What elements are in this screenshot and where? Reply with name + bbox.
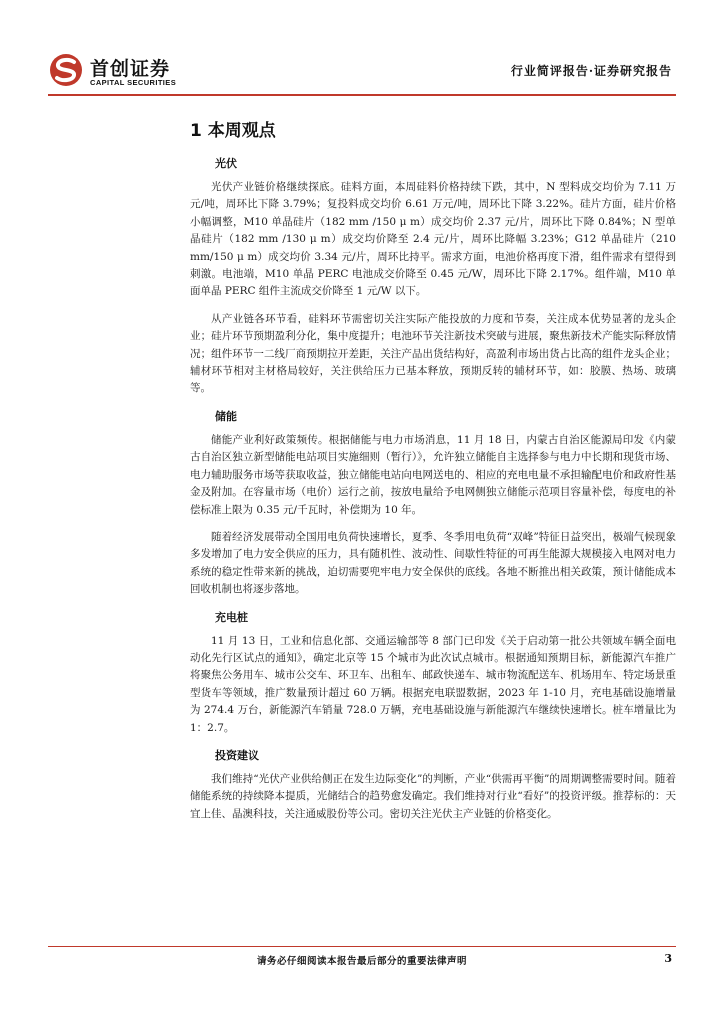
report-type-label: 行业简评报告·证券研究报告: [510, 64, 672, 78]
legal-disclaimer: 请务必仔细阅读本报告最后部分的重要法律声明: [256, 956, 467, 967]
storage-heading: 储能: [215, 409, 237, 423]
page-number: 3: [664, 952, 672, 965]
pv-paragraph-1: 光伏产业链价格继续探底。硅料方面，本周硅料价格持续下跌，其中，N 型料成交均价为 7.11 万元/吨，周环比下降 3.79%；复投料成交均价 6.61 万元/吨，周环比下降 3.22%。硅片方面，硅片价格小幅调整，M10 单晶硅片（182 mm /150 μ m）成交均价 2.37 元/片，周环比下降 0.84%；N 型单晶硅片（182 mm /130 μ m）成交均价降至 2.4 元/片，周环比降幅 3.23%；G12 单晶硅片（210 mm/150 μ m）成交均价 3.34 元/片，周环比持平。需求方面，电池价格再度下滑，组件需求有望得到刺激。电池端，M10 单晶 PERC 电池成交价降至 0.45 元/W，周环比下降 2.17%。组件端，M10 单面单晶 PERC 组件主流成交价降至 1 元/W 以下。: [190, 181, 676, 298]
company-name-cn: 首创证券: [90, 59, 171, 80]
advice-paragraph-1: 我们维持“光伏产业供给侧正在发生边际变化”的判断，产业“供需再平衡”的周期调整需要时间。随着储能系统的持续降本提质，光储结合的趋势愈发确定。我们维持对行业“看好”的投资评级。推荐标的：天宜上佳、晶澳科技，关注通威股份等公司。密切关注光伏主产业链的价格变化。: [190, 772, 676, 820]
company-logo: [48, 50, 198, 92]
storage-paragraph-2: 随着经济发展带动全国用电负荷快速增长，夏季、冬季用电负荷“双峰”特征日益突出，极端气候现象多发增加了电力安全供应的压力，具有随机性、波动性、间歇性特征的可再生能源大规模接入电网对电力系统的稳定性带来新的挑战，迫切需要兜牢电力安全保供的底线。各地不断推出相关政策，预计储能成本回收机制也将逐步落地。: [190, 530, 676, 596]
advice-heading: 投资建议: [215, 748, 259, 762]
page-header: [48, 50, 676, 92]
company-name-en: CAPITAL SECURITIES: [90, 78, 177, 87]
section-title: 1 本周观点: [190, 121, 276, 141]
logo-mark-icon: [48, 52, 84, 88]
pv-heading: 光伏: [215, 157, 237, 170]
storage-paragraph-1: 储能产业利好政策频传。根据储能与电力市场消息，11 月 18 日，内蒙古自治区能源局印发《内蒙古自治区独立新型储能电站项目实施细则（暂行）》，允许独立储能自主选择参与电力中长期和现货市场、电力辅助服务市场等获取收益，独立储能电站向电网送电的、相应的充电电量不承担输配电价和政府性基金及附加。在容量市场（电价）运行之前，按放电量给予电网侧独立储能示范项目容量补偿，每度电的补偿标准上限为 0.35 元/千瓦时，补偿期为 10 年。: [190, 433, 676, 516]
footer-divider: [48, 946, 676, 947]
pv-paragraph-2: 从产业链各环节看，硅料环节需密切关注实际产能投放的力度和节奏，关注成本优势显著的龙头企业；硅片环节预期盈利分化，集中度提升；电池环节关注新技术突破与进展，聚焦新技术产能实际释放情况；组件环节一二线厂商预期拉开差距，关注产品出货结构好，高盈利市场出货占比高的组件龙头企业；辅材环节相对主材格局较好，关注供给压力已基本释放，预期反转的辅材环节，如：胶膜、热场、玻璃等。: [190, 312, 676, 395]
header-divider: [48, 94, 676, 96]
main-content: [190, 110, 676, 833]
charging-heading: 充电桩: [215, 610, 248, 624]
charging-paragraph-1: 11 月 13 日，工业和信息化部、交通运输部等 8 部门已印发《关于启动第一批公共领域车辆全面电动化先行区试点的通知》，确定北京等 15 个城市为此次试点城市。根据通知预期目标，新能源汽车推广将聚焦公务用车、城市公交车、环卫车、出租车、邮政快递车、城市物流配送车、机场用车、特定场景重型货车等领域，推广数量预计超过 60 万辆。根据充电联盟数据，2023 年 1-10 月，充电基础设施增量为 274.4 万台，新能源汽车销量 728.0 万辆，充电基础设施与新能源汽车继续快速增长。桩车增量比为 1：2.7。: [190, 634, 676, 734]
